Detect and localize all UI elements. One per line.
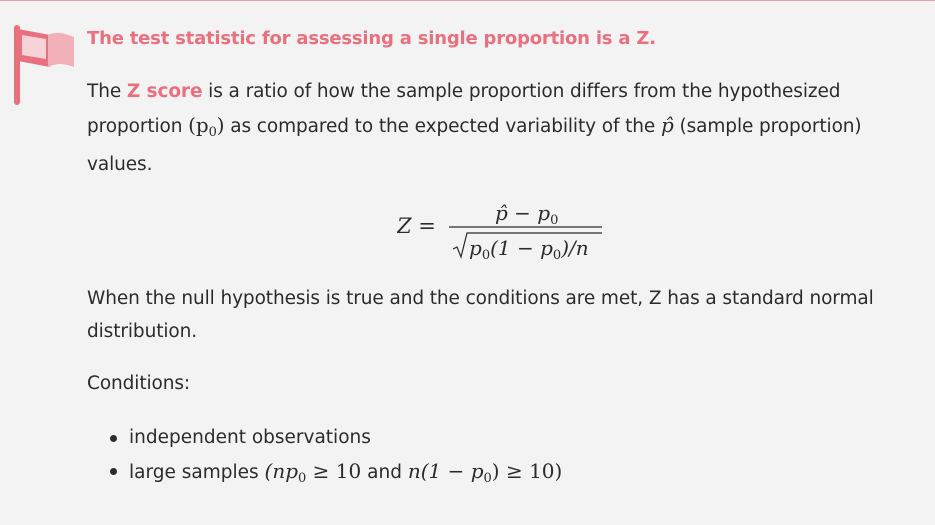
callout-content — [87, 25, 917, 182]
formula-numerator: p̂ − $p_0$ — [495, 201, 559, 228]
formula-lhs: Z = — [397, 214, 436, 238]
null-hypothesis-paragraph: When the null hypothesis is true and the conditions are met, Z has a standard normal distribution. — [87, 288, 874, 342]
z-score-paragraph: The Z score is a ratio of how the sample proportion differs from the hypothesized proportion $(p_0)$ as compared to the expected variability of the p̂ (sample proportion) values. — [87, 81, 862, 175]
z-formula — [397, 197, 627, 289]
z-score-term: Z score — [126, 81, 203, 102]
formula-denominator: $p_0(1 - p_0)/n$ — [469, 236, 589, 263]
list-item: large samples ($np_0 \ge 10$ and $n(1 - p_0) \ge 10$) — [87, 455, 562, 496]
conditions-label: Conditions: — [87, 373, 191, 394]
flag-icon — [10, 23, 78, 107]
conditions-list — [87, 422, 562, 495]
callout-title: The test statistic for assessing a single proportion is a Z. — [87, 28, 656, 49]
list-item: independent observations — [87, 422, 562, 455]
